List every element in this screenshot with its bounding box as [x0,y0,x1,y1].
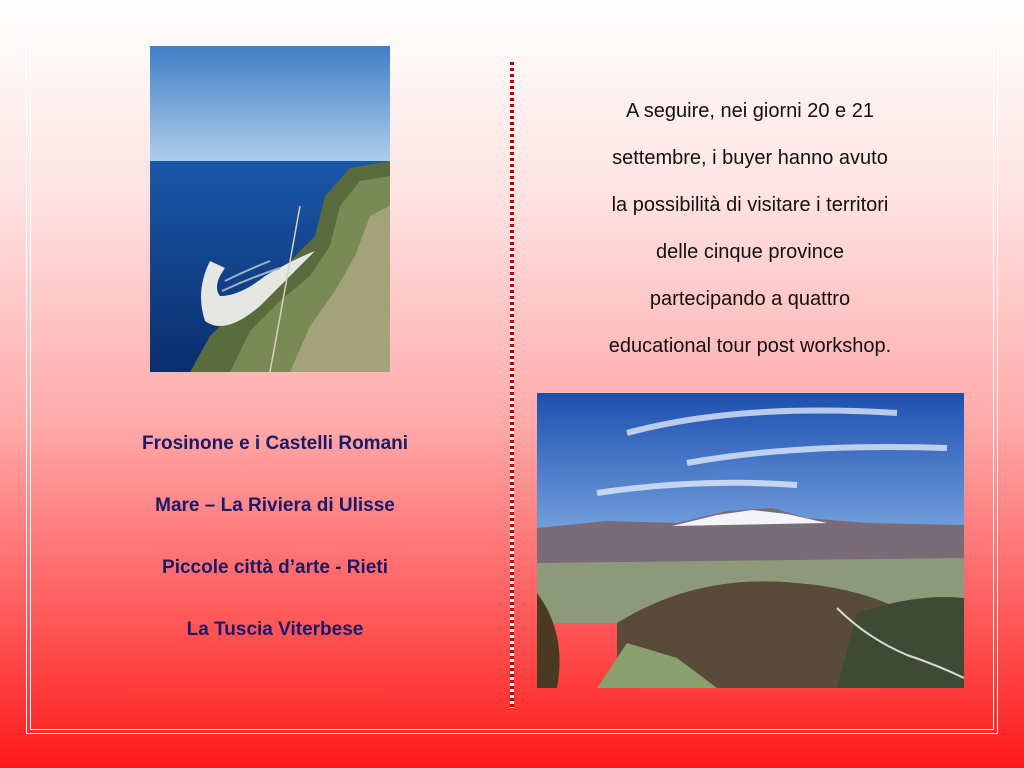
tour-list [60,422,490,670]
description-line: delle cinque province [656,241,844,263]
description-line: partecipando a quattro [649,288,851,310]
description-line: educational tour post workshop. [608,335,892,357]
description-paragraph [550,88,950,370]
tour-item: La Tuscia Viterbese [186,619,364,640]
tour-item: Mare – La Riviera di Ulisse [155,495,395,516]
description-line: settembre, i buyer hanno avuto [612,147,888,169]
tour-item: Frosinone e i Castelli Romani [141,433,409,454]
mountain-valley-photo [537,393,964,688]
coastal-harbor-photo [150,46,390,372]
dotted-divider [510,62,514,708]
tour-item: Piccole città d’arte - Rieti [162,557,388,578]
description-line: A seguire, nei giorni 20 e 21 [626,100,874,122]
description-line: la possibilità di visitare i territori [611,194,889,216]
